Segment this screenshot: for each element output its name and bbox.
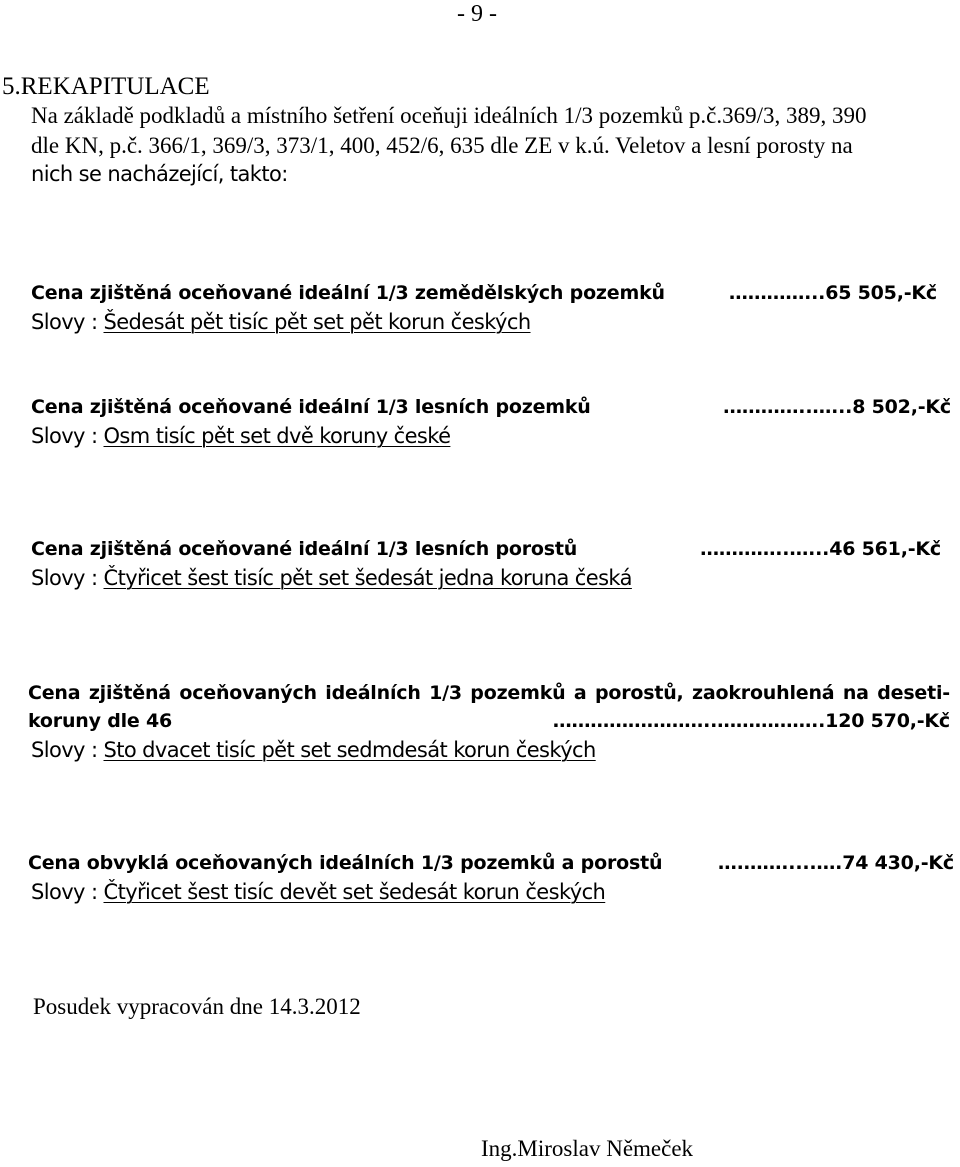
rounded-value: 120 570,-Kč (825, 710, 950, 732)
words-text: Šedesát pět tisíc pět set pět korun českých (103, 310, 531, 334)
words-line-rounded (31, 738, 596, 762)
price-label: Cena zjištěná oceňované ideální 1/3 lesních porostů (31, 538, 578, 560)
section-heading: 5.REKAPITULACE (2, 73, 210, 100)
words-prefix: Slovy : (31, 424, 104, 448)
words-line-agricultural (31, 310, 531, 334)
words-line-usual (31, 880, 605, 904)
price-leader: …………..…... (723, 396, 853, 418)
price-leader: …………..…... (700, 538, 830, 560)
price-label: Cena zjištěná oceňované ideální 1/3 zemědělských pozemků (31, 282, 665, 304)
signature-name: Ing.Miroslav Němeček (481, 1136, 694, 1161)
words-line-forest-stands (31, 566, 632, 590)
price-line-forest-stands (31, 538, 941, 560)
rounded-label: koruny dle 46 (28, 710, 173, 732)
price-label: Cena zjištěná oceňované ideální 1/3 lesních pozemků (31, 396, 591, 418)
words-prefix: Slovy : (31, 738, 104, 762)
usual-price-line (28, 852, 954, 874)
rounded-price-line-1: Cena zjištěná oceňovaných ideálních 1/3 pozemků a porostů, zaokrouhlená na deseti- (28, 682, 950, 704)
usual-value: 74 430,-Kč (842, 852, 954, 874)
words-text: Čtyřicet šest tisíc devět set šedesát korun českých (103, 880, 606, 904)
words-text: Osm tisíc pět set dvě koruny české (103, 424, 451, 448)
intro-line-2: dle KN, p.č. 366/1, 369/3, 373/1, 400, 452/6, 635 dle ZE v k.ú. Veletov a lesní porosty na (31, 133, 853, 158)
price-value: 65 505,-Kč (825, 282, 937, 304)
intro-line-1: Na základě podkladů a místního šetření oceňuji ideálních 1/3 pozemků p.č.369/3, 389, 390 (31, 103, 867, 128)
words-prefix: Slovy : (31, 880, 104, 904)
price-line-forest-land (31, 396, 951, 418)
intro-line-3: nich se nacházející, takto: (31, 162, 288, 186)
usual-leader: ….…….....…. (717, 852, 843, 874)
usual-label: Cena obvyklá oceňovaných ideálních 1/3 pozemků a porostů (28, 852, 663, 874)
date-line: Posudek vypracován dne 14.3.2012 (33, 994, 361, 1019)
price-value: 46 561,-Kč (829, 538, 941, 560)
rounded-price-line-2 (28, 710, 950, 732)
words-prefix: Slovy : (31, 566, 104, 590)
price-value: 8 502,-Kč (852, 396, 951, 418)
words-text: Čtyřicet šest tisíc pět set šedesát jedna koruna česká (103, 566, 632, 590)
rounded-leader: ……………………..…………….. (552, 710, 826, 732)
words-prefix: Slovy : (31, 310, 104, 334)
words-line-forest-land (31, 424, 450, 448)
price-line-agricultural (31, 282, 937, 304)
words-text: Sto dvacet tisíc pět set sedmdesát korun českých (103, 738, 596, 762)
page-number: - 9 - (457, 1, 497, 27)
price-leader: …………... (728, 282, 826, 304)
